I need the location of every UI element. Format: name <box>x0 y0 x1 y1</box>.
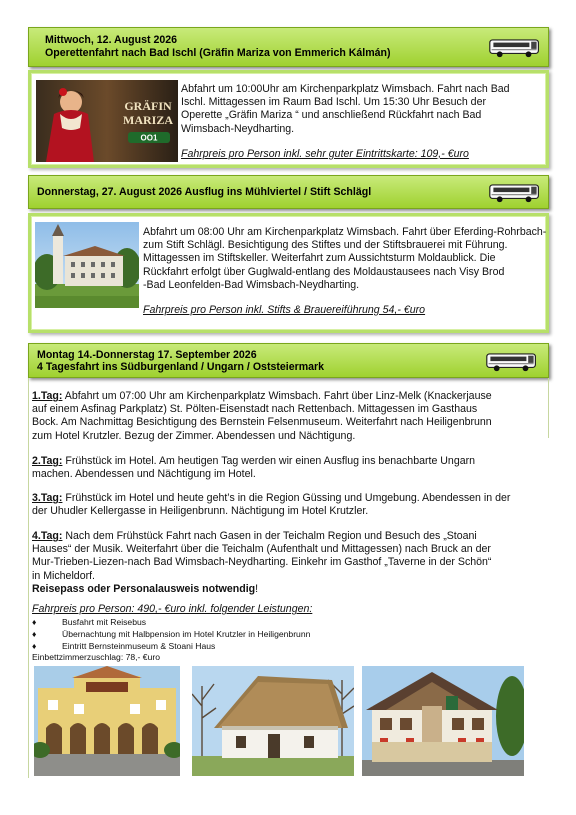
text-line: 4.Tag: Nach dem Frühstück Fahrt nach Gasen in der Teichalm Region und Besuch des „Stoani <box>32 530 477 542</box>
text-line: 2.Tag: Frühstück im Hotel. Am heutigen Tag werden wir einen Ausflug ins benachbarte Ungarn <box>32 455 476 467</box>
day-4-section <box>32 530 544 596</box>
text-line: zum Stift Schlägl. Besichtigung des Stiftes und der Stiftsbrauerei mit Führung. <box>143 239 508 252</box>
day-3-section <box>32 492 544 518</box>
operetta-poster-image <box>36 80 178 162</box>
trip1-price: Fahrpreis pro Person inkl. sehr guter Eintrittskarte: 109,- €uro <box>181 147 469 160</box>
frame-line-left <box>28 378 29 778</box>
text-line: Operette „Gräfin Mariza “ und anschließend Rückfahrt nach Bad <box>181 109 482 122</box>
trip3-date: Montag 14.-Donnerstag 17. September 2026 <box>37 349 257 361</box>
poster-badge: OO1 <box>140 133 158 143</box>
text-line: Wimsbach-Neydharting. <box>181 122 295 135</box>
day-1-section <box>32 390 544 443</box>
service-bullet: ♦ Eintritt Bernsteinmuseum & Stoani Haus <box>32 641 216 651</box>
text-line: in Micheldorf. <box>32 569 95 582</box>
passport-note: Reisepass oder Personalausweis notwendig! <box>32 582 259 595</box>
trip3-price: Fahrpreis pro Person: 490,- €uro inkl. folgender Leistungen: <box>32 603 313 615</box>
stift-schlaegl-image <box>35 222 139 308</box>
text-line: Rückfahrt erfolgt über Guglwald-entlang des Moldaustausees nach Visy Brod <box>143 265 505 278</box>
day-2-label: 2.Tag: <box>32 455 63 467</box>
day-1-label: 1.Tag: <box>32 390 63 402</box>
hotel-krutzler-image <box>34 666 180 776</box>
text-line: Ischl. Mittagessen im Raum Bad Ischl. Um 15:30 Uhr Besuch der <box>181 96 486 109</box>
trip2-box <box>28 213 549 333</box>
day-3-label: 3.Tag: <box>32 492 63 504</box>
text-line: Abfahrt um 10:00Uhr am Kirchenparkplatz Wimsbach. Fahrt nach Bad <box>181 83 510 95</box>
trip3-header <box>28 343 549 378</box>
trip1-description <box>181 83 546 161</box>
trip1-header <box>28 27 549 67</box>
text-line: auf einem Asfinag Parkplatz) St. Pölten-Eisenstadt nach Rettenbach. Mittagessen im Gasthaus <box>32 403 478 416</box>
bus-icon <box>485 351 539 373</box>
poster-title-line2: MARIZA <box>123 113 173 127</box>
trip1-date: Mittwoch, 12. August 2026 <box>45 34 178 46</box>
bus-icon <box>488 182 542 204</box>
text-line: Bock. Am Nachmittag Besichtigung des Bernstein Felsenmuseum. Weiterfahrt nach Heiligenbrunn <box>32 416 492 429</box>
text-line: zum Hotel Krutzler. Bezug der Zimmer. Abendessen und Nächtigung. <box>32 429 356 442</box>
service-bullet: ♦ Übernachtung mit Halbpension im Hotel Krutzler in Heiligenbrunn <box>32 629 311 639</box>
text-line: machen. Abendessen und Nächtigung im Hotel. <box>32 468 256 481</box>
text-line: Hauses“ der Musik. Weiterfahrt über die Teichalm (Aufenthalt und Mittagessen) nach Bruck an der <box>32 543 491 556</box>
trip2-header <box>28 175 549 209</box>
text-line: 1.Tag: Abfahrt um 07:00 Uhr am Kirchenparkplatz Wimsbach. Fahrt über Linz-Melk (Knackerjause <box>32 390 492 402</box>
day-4-label: 4.Tag: <box>32 530 63 542</box>
trip1-title: Operettenfahrt nach Bad Ischl (Gräfin Mariza von Emmerich Kálmán) <box>45 47 391 59</box>
guesthouse-image <box>362 666 524 776</box>
text-line: der Uhudler Kellergasse in Heiligenbrunn. Nächtigung im Hotel Krutzler. <box>32 505 369 518</box>
text-line: Mur-Trieben-Liezen-nach Bad Wimsbach-Neydharting. Einkehr im Gasthof „Taverne in der Schön“ <box>32 556 492 569</box>
text-line: Mittagessen im Stiftskeller. Weiterfahrt zum Aussichtsturm Moldaublick. Die <box>143 252 496 265</box>
text-line: Abfahrt um 08:00 Uhr am Kirchenparkplatz Wimsbach. Fahrt über Eferding-Rohrbach- <box>143 226 547 238</box>
frame-line-right <box>548 378 549 438</box>
trip1-box <box>28 70 549 168</box>
text-line: 3.Tag: Frühstück im Hotel und heute geht’s in die Region Güssing und Umgebung. Abendessen in der <box>32 492 511 504</box>
day-2-section <box>32 455 544 481</box>
service-bullet: ♦ Busfahrt mit Reisebus <box>32 617 147 627</box>
trip3-title: 4 Tagesfahrt ins Südburgenland / Ungarn / Oststeiermark <box>37 361 325 373</box>
bus-icon <box>488 37 542 59</box>
text-line: -Bad Leonfelden-Bad Wimsbach-Neydharting. <box>143 278 360 291</box>
trip2-price: Fahrpreis pro Person inkl. Stifts & Brauereiführung 54,- €uro <box>143 304 426 317</box>
thatched-house-image <box>192 666 354 776</box>
trip2-title: Donnerstag, 27. August 2026 Ausflug ins Mühlviertel / Stift Schlägl <box>37 186 372 198</box>
poster-title-line1: GRÄFIN <box>124 99 172 113</box>
trip2-description <box>143 226 547 317</box>
single-room-surcharge: Einbettzimmerzuschlag: 78,- €uro <box>32 652 161 662</box>
